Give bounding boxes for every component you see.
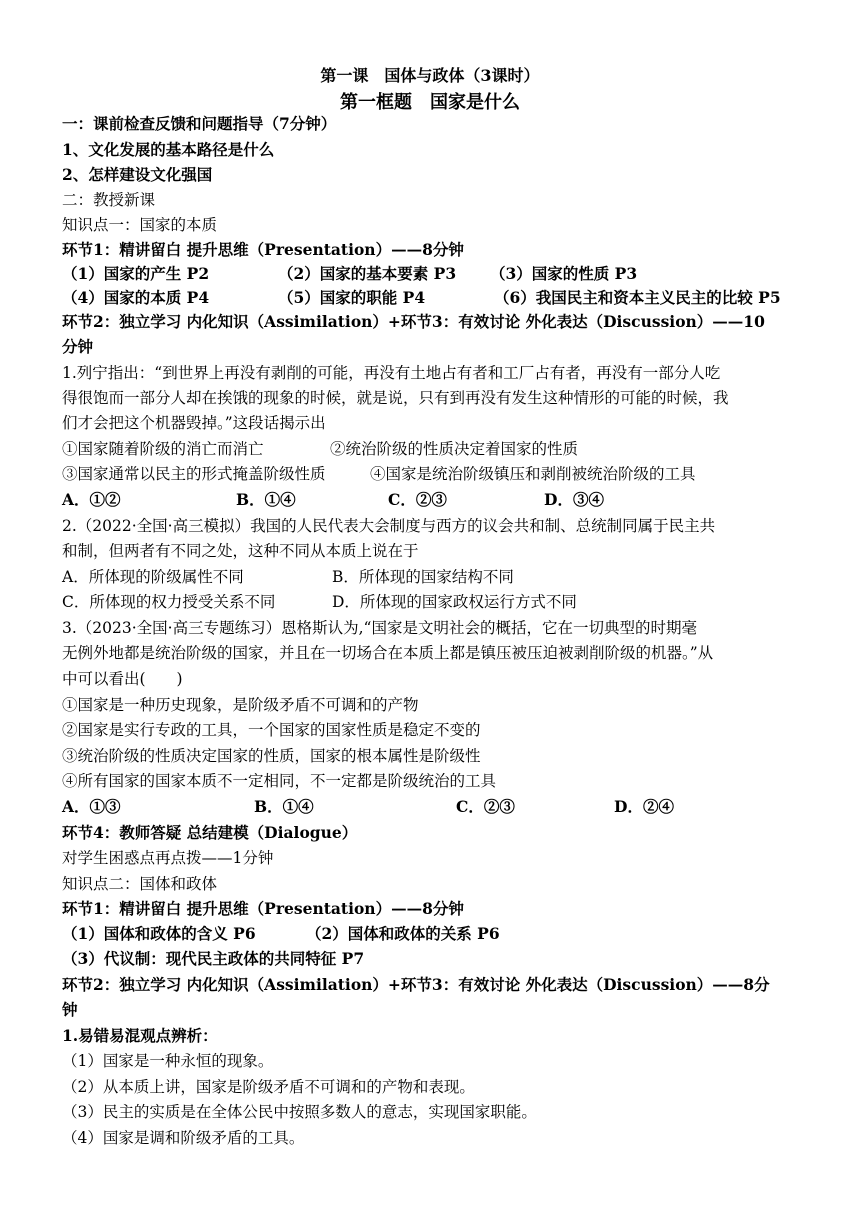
kp1-step4: 环节4：教师答疑 总结建模（Dialogue） (62, 823, 358, 842)
q2-choice: B．所体现的国家结构不同 (332, 568, 514, 586)
kp1-step1: 环节1：精讲留白 提升思维（Presentation）——8分钟 (62, 240, 464, 259)
kp1-item: （6）我国民主和资本主义民主的比较 P5 (494, 288, 781, 307)
q1-statement: ①国家随着阶级的消亡而消亡 (62, 440, 264, 458)
q3-choice: A．①③ (62, 797, 121, 816)
pre-question-1: 1、文化发展的基本路径是什么 (62, 140, 275, 159)
q2-choice: D．所体现的国家政权运行方式不同 (332, 593, 577, 611)
kp1-item: （2）国家的基本要素 P3 (278, 264, 457, 283)
kp1-title: 知识点一：国家的本质 (62, 216, 218, 234)
q3-statement: ①国家是一种历史现象，是阶级矛盾不可调和的产物 (62, 696, 419, 714)
q1-stem-line: 们才会把这个机器毁掉。”这段话揭示出 (62, 414, 326, 432)
misconception-item: （2）从本质上讲，国家是阶级矛盾不可调和的产物和表现。 (62, 1078, 475, 1096)
q1-statement: ④国家是统治阶级镇压和剥削被统治阶级的工具 (370, 465, 696, 483)
kp2-item: （3）代议制：现代民主政体的共同特征 P7 (62, 949, 365, 968)
kp2-item: （1）国体和政体的含义 P6 (62, 924, 256, 943)
kp1-step23-line1: 环节2：独立学习 内化知识（Assimilation）+环节3：有效讨论 外化表达（Discussion）——10 (62, 312, 765, 331)
q2-choice: A．所体现的阶级属性不同 (62, 568, 244, 586)
kp2-step23-line2: 钟 (62, 1000, 78, 1019)
q3-statement: ③统治阶级的性质决定国家的性质，国家的根本属性是阶级性 (62, 747, 481, 765)
section2-heading: 二：教授新课 (62, 191, 156, 209)
q1-choice: B．①④ (236, 490, 296, 509)
misconception-title: 1.易错易混观点辨析： (62, 1026, 218, 1045)
q3-choice: C．②③ (456, 797, 515, 816)
q1-stem-line: 得很饱而一部分人却在挨饿的现象的时候，就是说，只有到再没有发生这种情形的可能的时候，我 (62, 389, 729, 407)
q3-statement: ②国家是实行专政的工具，一个国家的国家性质是稳定不变的 (62, 721, 481, 739)
frame-title: 第一框题 国家是什么 (340, 92, 520, 113)
q1-choice: D．③④ (544, 490, 604, 509)
q1-stem-line: 1.列宁指出：“到世界上再没有剥削的可能，再没有土地占有者和工厂占有者，再没有一部分人吃 (62, 364, 721, 382)
misconception-item: （3）民主的实质是在全体公民中按照多数人的意志，实现国家职能。 (62, 1103, 537, 1121)
q1-choice: C．②③ (388, 490, 447, 509)
q3-statement: ④所有国家的国家本质不一定相同，不一定都是阶级统治的工具 (62, 772, 497, 790)
q2-stem-line: 2.（2022·全国·高三模拟）我国的人民代表大会制度与西方的议会共和制、总统制同属于民主共 (62, 517, 716, 535)
misconception-item: （4）国家是调和阶级矛盾的工具。 (62, 1129, 305, 1147)
q1-statement: ②统治阶级的性质决定着国家的性质 (330, 440, 579, 458)
kp1-step23-line2: 分钟 (62, 337, 94, 356)
kp2-step1: 环节1：精讲留白 提升思维（Presentation）——8分钟 (62, 899, 464, 918)
q3-choice: D．②④ (614, 797, 674, 816)
section1-heading: 一：课前检查反馈和问题指导（7分钟） (62, 114, 337, 133)
pre-question-2: 2、怎样建设文化强国 (62, 165, 213, 184)
q3-stem-line: 无例外地都是统治阶级的国家，并且在一切场合在本质上都是镇压被压迫被剥削阶级的机器。”从 (62, 644, 714, 662)
kp1-item: （4）国家的本质 P4 (62, 288, 210, 307)
q1-statement: ③国家通常以民主的形式掩盖阶级性质 (62, 465, 326, 483)
q1-choice: A．①② (62, 490, 121, 509)
q3-stem-line: 3.（2023·全国·高三专题练习）恩格斯认为,“国家是文明社会的概括，它在一切典型的时期毫 (62, 619, 697, 637)
misconception-item: （1）国家是一种永恒的现象。 (62, 1052, 274, 1070)
kp1-item: （5）国家的职能 P4 (278, 288, 426, 307)
q2-stem-line: 和制，但两者有不同之处，这种不同从本质上说在于 (62, 542, 419, 560)
kp1-step4-note: 对学生困惑点再点拨——1分钟 (62, 849, 274, 867)
kp2-title: 知识点二：国体和政体 (62, 875, 218, 893)
q3-choice: B．①④ (254, 797, 314, 816)
q2-choice: C．所体现的权力授受关系不同 (62, 593, 276, 611)
kp2-item: （2）国体和政体的关系 P6 (306, 924, 500, 943)
q3-stem-line: 中可以看出( ) (62, 670, 183, 688)
lesson-title: 第一课 国体与政体（3课时） (320, 66, 540, 85)
kp1-item: （1）国家的产生 P2 (62, 264, 210, 283)
kp1-item: （3）国家的性质 P3 (490, 264, 638, 283)
kp2-step23-line1: 环节2：独立学习 内化知识（Assimilation）+环节3：有效讨论 外化表达（Discussion）——8分 (62, 975, 770, 994)
